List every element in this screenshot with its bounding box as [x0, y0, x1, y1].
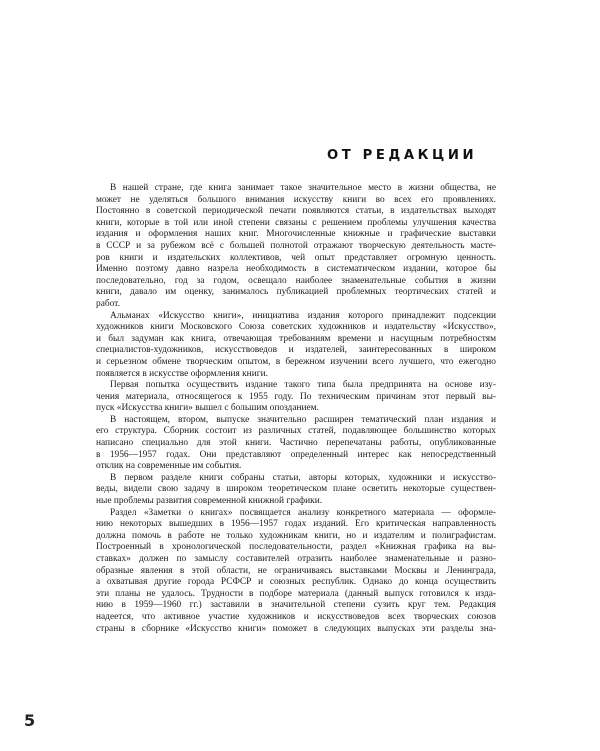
text-line: написано специально для этой книги. Частично перепечатаны работы, опубликованные [96, 438, 496, 449]
text-line: в СССР и за рубежом всё с большей полнотой отражают творческую деятельность масте- [96, 240, 496, 251]
text-line: в 1956—1957 годах. Они представляют определенный интерес как непосредственный [96, 449, 496, 460]
text-line: и был задуман как книга, отвечающая требованиям времени и насущным потребностям [96, 333, 496, 344]
text-line: В нашей стране, где книга занимает такое значительное место в жизни общества, не [110, 183, 496, 193]
text-line: образные явления в этой области, не ограничиваясь выставками Москвы и Ленинграда, [96, 565, 496, 576]
text-line: надеется, что активное участие художников и искусствоведов всех творческих союзов [96, 611, 496, 622]
body-text [96, 183, 496, 635]
text-line: должна помочь в работе не только художникам книги, но и издателям и полиграфистам. [96, 530, 496, 541]
text-line: чения материала, относящегося к 1955 году. По техническим причинам этот первый вы- [96, 391, 496, 402]
text-line: Альманах «Искусство книги», инициатива издания которого принадлежит подсекции [110, 310, 496, 321]
text-line: работ. [96, 298, 120, 309]
text-line: а охватывая другие города РСФСР и союзных республик. Однако до конца осуществить [96, 577, 496, 588]
text-line: ров книги и издательских коллективов, чей опыт представляет огромную ценность. [96, 252, 496, 263]
text-line: В настоящем, втором, выпуске значительно расширен тематический план издания и [110, 414, 496, 425]
text-line: В первом разделе книги собраны статьи, авторы которых, художники и искусство- [110, 472, 496, 483]
text-line: и серьезном обмене творческим опытом, в бережном изучении всего лучшего, что ежегодно [96, 356, 496, 367]
text-line: отклик на современные им события. [96, 461, 242, 472]
text-line: страны в сборнике «Искусство книги» поможет в следующих выпусках эти разделы зна- [96, 623, 496, 634]
text-line: специалистов-художников, искусствоведов и издателей, заинтересованных в широком [96, 345, 496, 356]
page-title: ОТ РЕДАКЦИИ [327, 148, 478, 163]
text-line: нию в 1959—1960 гг.) заставили в значительной степени сузить круг тем. Редакция [96, 600, 496, 611]
text-line: нию некоторых вышедших в 1956—1957 годах изданий. Его критическая направленность [96, 519, 496, 530]
text-line: Построенный в хронологической последовательности, раздел «Книжная графика на вы- [96, 542, 496, 553]
text-line: его структура. Сборник состоит из различных статей, подавляющее большинство которых [96, 426, 496, 437]
text-line: пуск «Искусства книги» вышел с большим опозданием. [96, 403, 319, 414]
text-line: издания и оформления наших книг. Многочисленные книжные и графические выставки [96, 229, 496, 240]
text-line: ставках» должен по замыслу составителей отразить наиболее знаменательные и разно- [96, 554, 496, 564]
text-line: последовательно, год за годом, освещало наиболее знаменательные события в жизни [96, 275, 496, 286]
text-line: Именно поэтому давно назрела необходимость в систематическом издании, которое бы [96, 264, 496, 275]
page-number: 5 [24, 711, 36, 730]
text-line: появляется в искусстве оформления книги. [96, 368, 268, 379]
text-line: Раздел «Заметки о книгах» посвящается анализу конкретного материала — оформле- [110, 507, 496, 518]
text-line: художников книги Московского Союза советских художников и издательству «Искусство», [96, 322, 496, 333]
text-line: веды, видели свою задачу в широком теоретическом плане осветить некоторые существен- [96, 484, 496, 495]
text-line: эти планы не удалось. Трудности в подборе материала (данный выпуск готовился к изда- [96, 588, 496, 599]
text-line: книги, которые в той или иной степени связаны с решением проблемы улучшения качества [96, 217, 496, 228]
text-line: Постоянно в советской периодической печати появляются статьи, в издательствах выходят [96, 206, 496, 217]
text-line: может не уделяться большого внимания искусству книги во всех его проявлениях. [96, 194, 496, 205]
text-line: книги, давало им оценку, занималось публикацией проблемных теортических статей и [96, 287, 496, 298]
text-line: ные проблемы развития современной книжной графики. [96, 496, 323, 507]
text-line: Первая попытка осуществить издание такого типа была предпринята на основе изу- [110, 380, 496, 391]
